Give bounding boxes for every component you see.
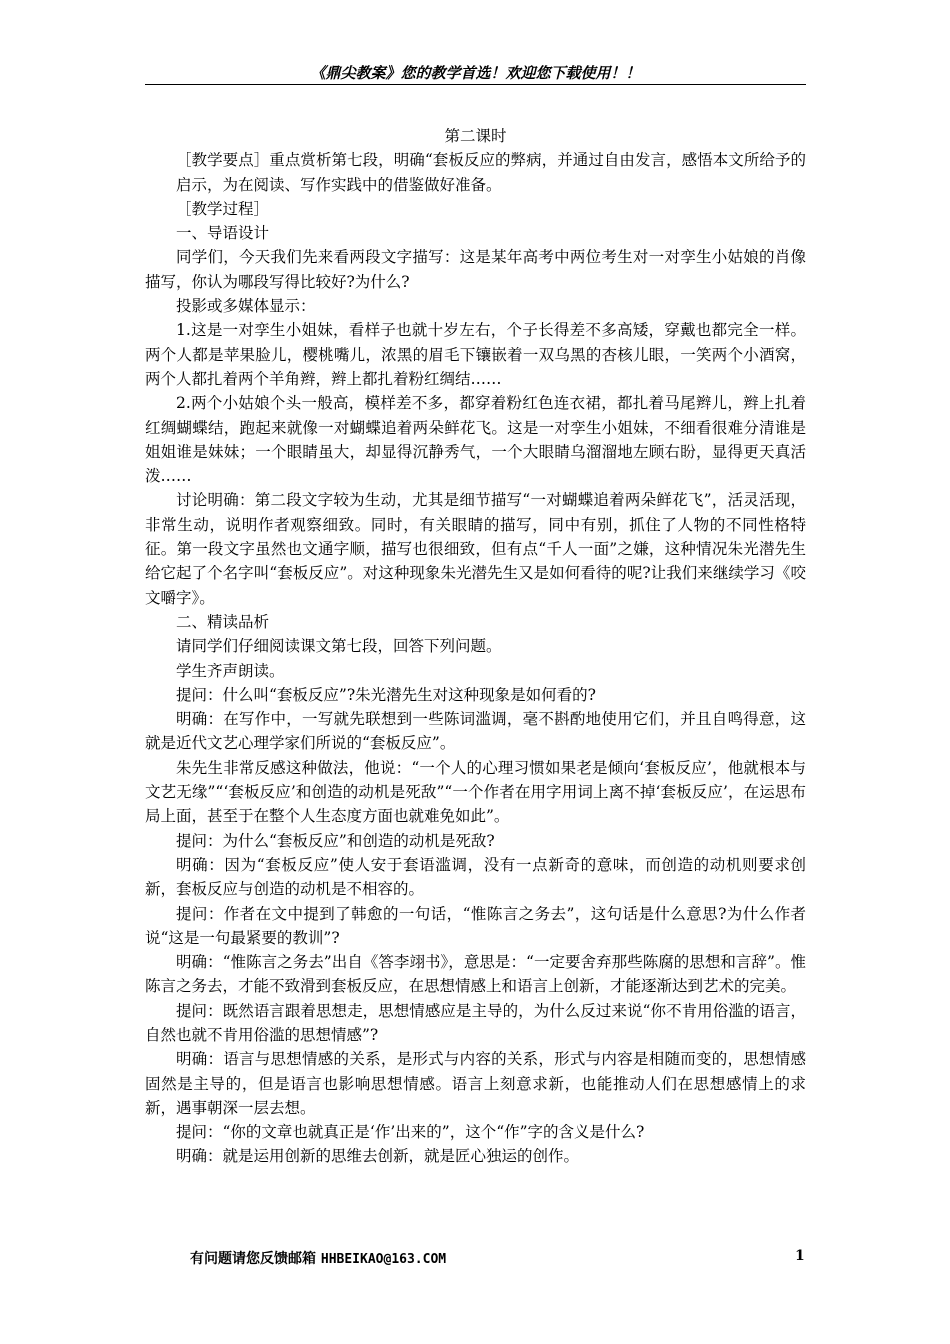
instruction-paragraph: 请同学们仔细阅读课文第七段，回答下列问题。 <box>176 637 502 656</box>
footer-text: 有问题请您反馈邮箱 <box>190 1251 321 1267</box>
section-heading-reading: 二、精读品析 <box>176 612 270 631</box>
question-1: 提问：什么叫“套板反应”?朱光潜先生对这种现象是如何看的? <box>176 685 596 704</box>
page-header: 《鼎尖教案》您的教学首选！欢迎您下载使用！！ <box>310 64 641 82</box>
sample-text-1: 1.这是一对孪生小姐妹，看样子也就十岁左右，个子长得差不多高矮，穿戴也都完全一样。两个人都是苹果脸儿，樱桃嘴儿，浓黑的眉毛下镶嵌着一双乌黑的杏核儿眼，一笑两个小酒窝，两个人都扎着两个羊角辫，辫上都扎着粉红绸结…… <box>145 321 806 388</box>
key-points: ［教学要点］重点赏析第七段，明确“套板反应的弊病，并通过自由发言，感悟本文所给予的启示，为在阅读、写作实践中的借鉴做好准备。 <box>176 151 806 194</box>
question-2: 提问：为什么“套板反应”和创造的动机是死敌? <box>176 831 495 850</box>
sample-text-2: 2.两个小姑娘个头一般高，模样差不多，都穿着粉红色连衣裙，都扎着马尾辫儿，辫上扎着红绸蝴蝶结，跑起来就像一对蝴蝶追着两朵鲜花飞。这是一对孪生小姐妹，不细看很难分清谁是姐姐谁是妹妹；一个眼睛虽大，却显得沉静秀气，一个大眼睛乌溜溜地左顾右盼，显得更天真活泼…… <box>145 394 806 486</box>
lesson-title: 第二课时 <box>444 127 507 145</box>
answer-2: 明确：因为“套板反应”使人安于套语滥调，没有一点新奇的意味，而创造的动机则要求创新，套板反应与创造的动机是不相容的。 <box>145 855 806 899</box>
answer-1: 明确：在写作中，一写就先联想到一些陈词滥调，毫不斟酌地使用它们，并且自鸣得意，这就是近代文艺心理学家们所说的“套板反应”。 <box>145 710 806 753</box>
page-number: 1 <box>795 1248 805 1264</box>
intro-paragraph: 同学们，今天我们先来看两段文字描写：这是某年高考中两位考生对一对孪生小姑娘的肖像描写，你认为哪段写得比较好?为什么? <box>145 248 806 291</box>
discussion-paragraph: 讨论明确：第二段文字较为生动，尤其是细节描写“一对蝴蝶追着两朵鲜花飞”，活灵活现，非常生动，说明作者观察细致。同时，有关眼睛的描写，同中有别，抓住了人物的不同性格特征。第一段文字虽然也文通字顺，描写也很细致，但有点“千人一面”之嫌，这种情况朱光潜先生给它起了个名字叫“套板反应”。对这种现象朱光潜先生又是如何看待的呢?让我们来继续学习《咬文嚼字》。 <box>145 491 806 607</box>
document-body <box>145 124 806 1169</box>
read-aloud-note: 学生齐声朗读。 <box>176 661 285 680</box>
section-heading-intro: 一、导语设计 <box>176 224 270 243</box>
question-5: 提问：“你的文章也就真正是‘作’出来的”，这个“作”字的含义是什么? <box>176 1123 645 1142</box>
footer-email: HHBEIKAO@163.COM <box>320 1252 447 1267</box>
answer-1-continued: 朱先生非常反感这种做法，他说：“一个人的心理习惯如果老是倾向‘套板反应’，他就根本与文艺无缘”“‘套板反应’和创造的动机是死敌”“一个作者在用字用词上离不掉‘套板反应’，在运思布局上面，甚至于在整个人生态度方面也就难免如此”。 <box>145 758 806 826</box>
answer-4: 明确：语言与思想情感的关系，是形式与内容的关系，形式与内容是相随而变的，思想情感固然是主导的，但是语言也影响思想情感。语言上刻意求新，也能推动人们在思想感情上的求新，遇事朝深一层去想。 <box>145 1050 806 1117</box>
header-rule <box>145 84 806 85</box>
process-heading: ［教学过程］ <box>176 199 270 218</box>
question-3: 提问：作者在文中提到了韩愈的一句话，“惟陈言之务去”，这句话是什么意思?为什么作者说“这是一句最紧要的教训”? <box>145 904 806 947</box>
display-note: 投影或多媒体显示： <box>176 297 316 316</box>
answer-3: 明确：“惟陈言之务去”出自《答李翊书》，意思是：“一定要舍弃那些陈腐的思想和言辞”。惟陈言之务去，才能不致滑到套板反应，在思想情感上和语言上创新，才能逐渐达到艺术的完美。 <box>145 953 806 996</box>
question-4: 提问：既然语言跟着思想走，思想情感应是主导的，为什么反过来说“你不肯用俗滥的语言，自然也就不肯用俗滥的思想情感”? <box>145 1001 806 1044</box>
answer-5: 明确：就是运用创新的思维去创新，就是匠心独运的创作。 <box>176 1147 580 1166</box>
page-footer <box>190 1248 446 1268</box>
